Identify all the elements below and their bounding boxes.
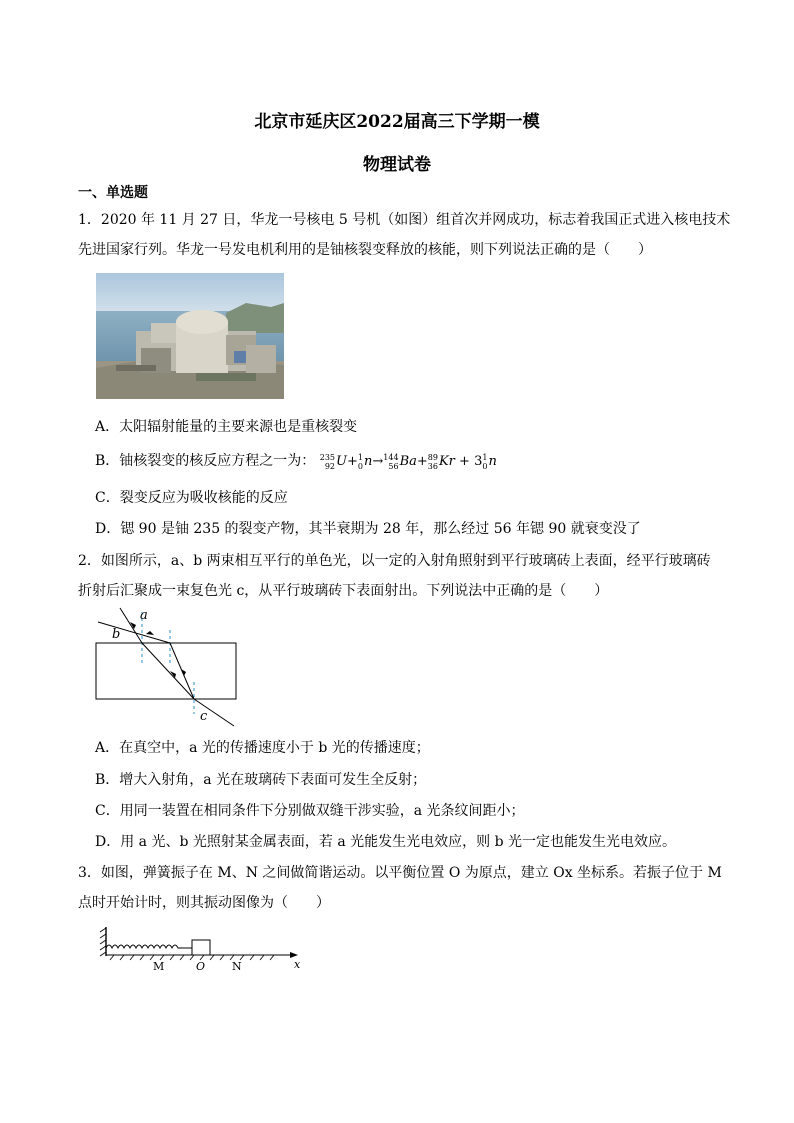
q2-option-a: A．在真空中，a 光的传播速度小于 b 光的传播速度；: [95, 740, 430, 756]
q2-option-c: C．用同一装置在相同条件下分别做双缝干涉实验，a 光条纹间距小；: [95, 803, 525, 819]
label-m: M: [153, 960, 165, 973]
label-n: N: [232, 960, 242, 973]
q1-option-d: D．锶 90 是铀 235 的裂变产物，其半衰期为 28 年，那么经过 56 年锶 90 就衰变没了: [95, 521, 641, 537]
label-c: c: [200, 709, 208, 724]
q1-option-a: A．太阳辐射能量的主要来源也是重核裂变: [95, 419, 358, 435]
nuclear-plant-photo: [96, 273, 284, 399]
oscillator-block: [192, 940, 210, 955]
wall-hatching: [100, 928, 106, 956]
exam-title: 北京市延庆区2022届高三下学期一模: [254, 112, 540, 132]
label-x: x: [294, 958, 301, 971]
fission-equation: 235 92 U+ 1 0 n→ 144 56 Ba+ 89 36 Kr + 3 1 0 n: [319, 452, 497, 471]
kr-nucleon-numbers: 89 36: [427, 452, 438, 471]
label-o: O: [196, 960, 206, 973]
n-numbers: 1 0: [357, 452, 363, 471]
ray-a-incident: [120, 608, 142, 643]
q1-stem-line1: 1．2020 年 11 月 27 日，华龙一号核电 5 号机（如图）组首次并网成功，标志着我国正式进入核电技术: [78, 212, 731, 228]
q2-option-b: B．增大入射角，a 光在玻璃砖下表面可发生全反射；: [95, 772, 427, 788]
label-a: a: [140, 608, 148, 623]
exam-subtitle: 物理试卷: [363, 155, 431, 175]
glass-block-diagram: [90, 602, 250, 732]
q1-option-b: [95, 450, 497, 471]
ba-nucleon-numbers: 144 56: [383, 452, 399, 471]
q1-stem-line2: 先进国家行列。华龙一号发电机利用的是铀核裂变释放的核能，则下列说法正确的是（ ）: [78, 242, 652, 258]
q2-stem-line2: 折射后汇聚成一束复色光 c，从平行玻璃砖下表面射出。下列说法中正确的是（ ）: [78, 583, 609, 599]
q2-option-d: D．用 a 光、b 光照射某金属表面，若 a 光能发生光电效应，则 b 光一定也能发生光电效应。: [95, 834, 676, 850]
label-b: b: [112, 627, 121, 642]
section-heading: 一、单选题: [78, 185, 148, 201]
q3-stem-line1: 3．如图，弹簧振子在 M、N 之间做简谐运动。以平衡位置 O 为原点，建立 Ox 坐标系。若振子位于 M: [78, 865, 722, 881]
q1-option-b-text: B．铀核裂变的核反应方程之一为：: [95, 453, 316, 469]
q2-stem-line1: 2．如图所示，a、b 两束相互平行的单色光，以一定的入射角照射到平行玻璃砖上表面，经平行玻璃砖: [78, 553, 711, 569]
floor-hatching: [110, 955, 274, 960]
n2-numbers: 1 0: [482, 452, 488, 471]
arrow-b: [146, 631, 154, 635]
q3-stem-line2: 点时开始计时，则其振动图像为（ ）: [78, 895, 330, 911]
spring: [106, 945, 192, 948]
ray-a-refracted: [142, 643, 194, 699]
spring-oscillator-diagram: [98, 922, 310, 974]
q1-option-c: C．裂变反应为吸收核能的反应: [95, 490, 288, 506]
u-nucleon-numbers: 235 92: [319, 452, 336, 471]
glass-block: [96, 643, 236, 699]
